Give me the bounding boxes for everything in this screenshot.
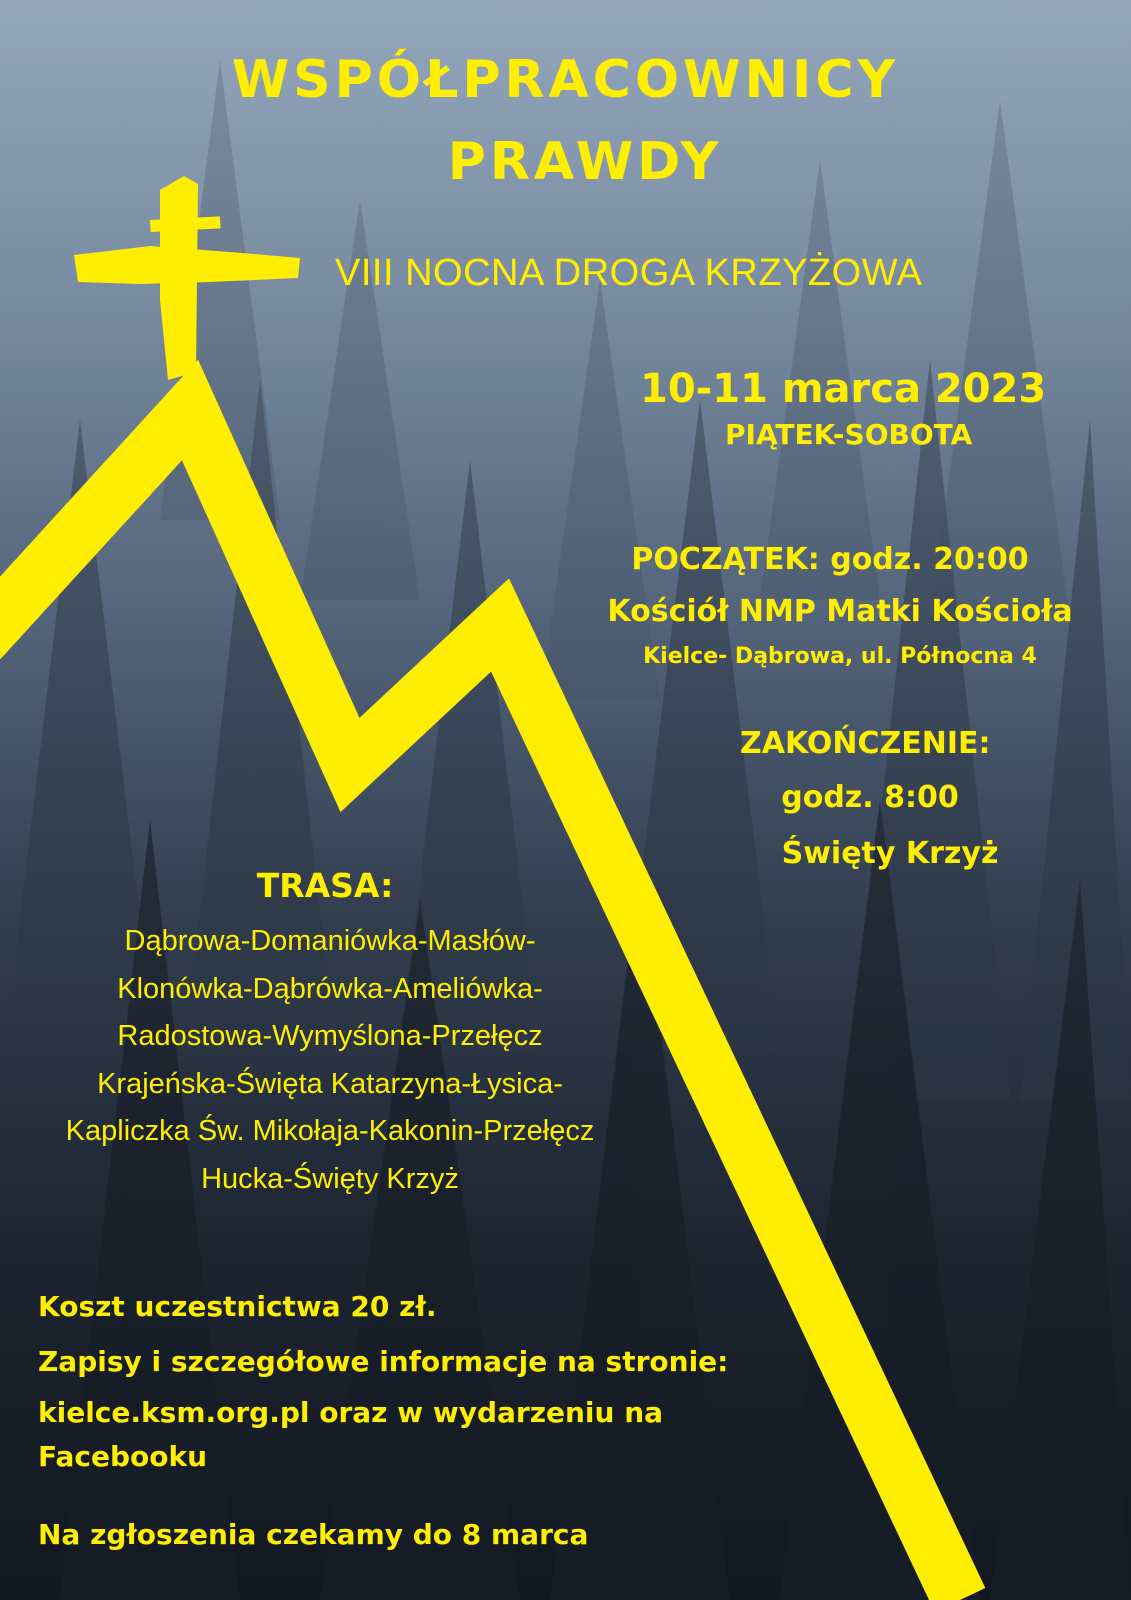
route-line: Dąbrowa-Domaniówka-Masłów- — [124, 925, 536, 957]
poster-subtitle: VIII NOCNA DROGA KRZYŻOWA — [335, 252, 923, 294]
poster-title-line2: PRAWDY — [447, 132, 723, 192]
route-list — [10, 918, 650, 1203]
facebook-text: Facebooku — [38, 1440, 208, 1473]
website-text: kielce.ksm.org.pl oraz w wydarzeniu na — [38, 1396, 664, 1429]
end-place: Święty Krzyż — [781, 836, 999, 871]
start-place: Kościół NMP Matki Kościoła — [607, 594, 1073, 629]
start-address: Kielce- Dąbrowa, ul. Północna 4 — [643, 644, 1037, 669]
route-label: TRASA: — [256, 866, 394, 905]
start-time: POCZĄTEK: godz. 20:00 — [631, 542, 1029, 577]
cross-brush-stroke — [74, 176, 300, 380]
poster-title-line1: WSPÓŁPRACOWNICY — [231, 50, 900, 110]
event-date: 10-11 marca 2023 — [640, 366, 1047, 412]
deadline-text: Na zgłoszenia czekamy do 8 marca — [38, 1518, 589, 1551]
route-line: Radostowa-Wymyślona-Przełęcz — [117, 1020, 543, 1052]
route-line: Hucka-Święty Krzyż — [201, 1162, 459, 1195]
end-time: godz. 8:00 — [781, 780, 959, 815]
route-line: Kapliczka Św. Mikołaja-Kakonin-Przełęcz — [65, 1115, 595, 1147]
signup-text: Zapisy i szczegółowe informacje na stronie: — [38, 1345, 729, 1378]
end-label: ZAKOŃCZENIE: — [740, 726, 991, 761]
cost-text: Koszt uczestnictwa 20 zł. — [38, 1290, 437, 1323]
event-days: PIĄTEK-SOBOTA — [725, 418, 973, 451]
route-line: Klonówka-Dąbrówka-Ameliówka- — [117, 972, 543, 1005]
route-line: Krajeńska-Święta Katarzyna-Łysica- — [97, 1067, 563, 1100]
